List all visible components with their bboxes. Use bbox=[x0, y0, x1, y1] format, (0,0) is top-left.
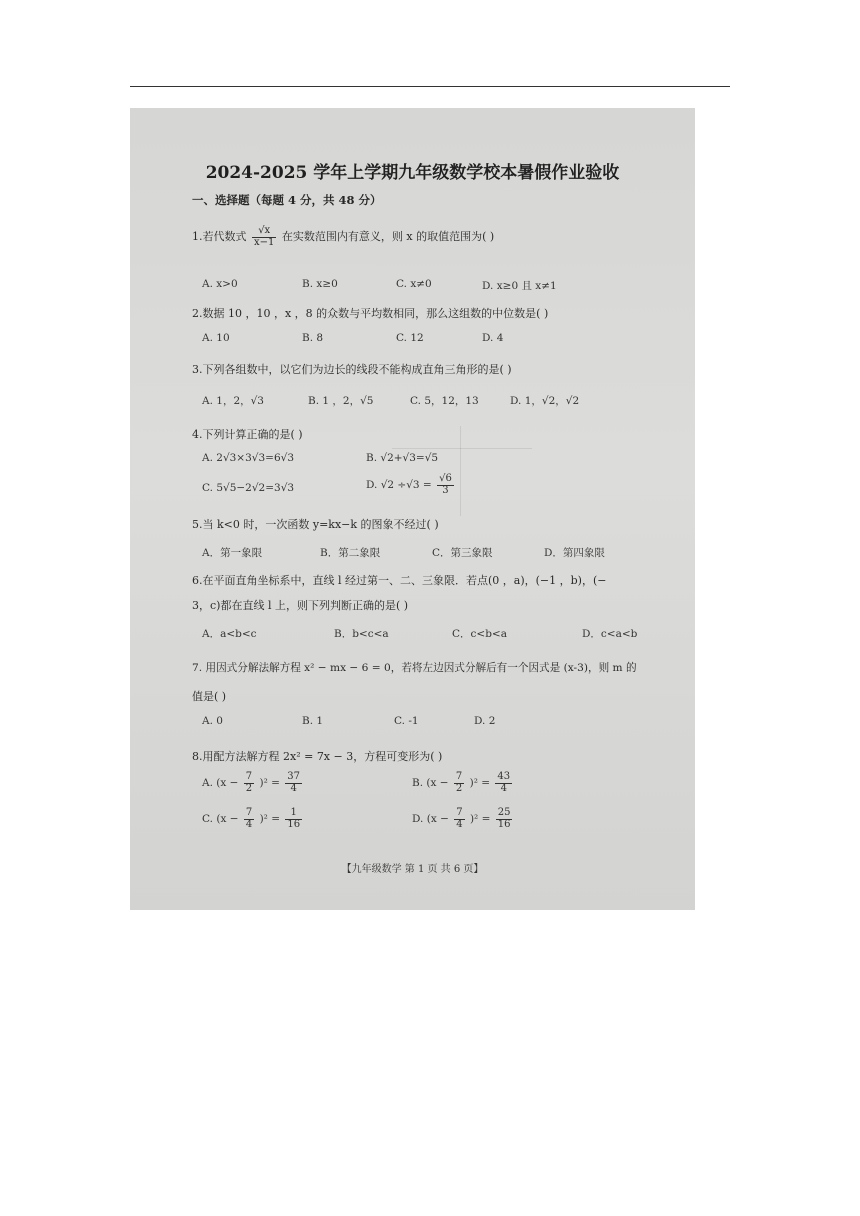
question-6-option-c: C．c<b<a bbox=[452, 628, 507, 640]
option-fraction bbox=[495, 772, 512, 794]
fraction-numerator: 7 bbox=[245, 807, 253, 818]
question-1-fraction bbox=[252, 226, 276, 248]
question-1 bbox=[192, 226, 494, 248]
option-label: D. bbox=[412, 813, 424, 825]
fraction-denominator: 4 bbox=[500, 782, 507, 794]
fraction-denominator: 4 bbox=[245, 818, 253, 830]
fraction-denominator: 2 bbox=[245, 782, 253, 794]
question-2-option-a: A. 10 bbox=[202, 332, 230, 344]
page-top-rule bbox=[130, 86, 730, 87]
fraction-denominator: 16 bbox=[497, 818, 511, 830]
question-5-option-d: D．第四象限 bbox=[544, 547, 605, 559]
question-4-option-d-fraction bbox=[437, 474, 454, 496]
question-6-option-d: D．c<a<b bbox=[582, 628, 638, 640]
question-7-line-1: 7. 用因式分解法解方程 x² − mx − 6 = 0，若将左边因式分解后有一个因式是 (x-3)，则 m 的 bbox=[192, 662, 637, 674]
question-7-option-c: C. -1 bbox=[394, 715, 419, 727]
option-fraction bbox=[454, 772, 464, 794]
page-footer: 【九年级数学 第 1 页 共 6 页】 bbox=[341, 864, 484, 875]
fraction-numerator: 1 bbox=[285, 808, 302, 820]
option-fraction bbox=[285, 772, 302, 794]
fraction-numerator: 43 bbox=[497, 771, 511, 782]
fraction-numerator: 37 bbox=[287, 771, 301, 782]
question-8-option-c bbox=[202, 808, 304, 830]
question-4-option-a: A. 2√3×3√3=6√3 bbox=[202, 452, 295, 464]
question-4: 4.下列计算正确的是( ) bbox=[192, 428, 303, 441]
bleed-through-axis bbox=[460, 426, 461, 516]
question-4-option-d-prefix: D. √2 ÷√3 = bbox=[366, 479, 432, 491]
question-1-option-a: A. x>0 bbox=[202, 278, 238, 290]
exam-page-photo bbox=[130, 108, 695, 910]
option-fraction bbox=[244, 808, 254, 830]
question-7-option-a: A. 0 bbox=[202, 715, 223, 727]
bleed-through-axis bbox=[392, 448, 532, 449]
fraction-denominator: 4 bbox=[290, 782, 297, 794]
option-fraction bbox=[496, 808, 513, 830]
question-5-option-c: C．第三象限 bbox=[432, 547, 493, 559]
question-3-option-d: D. 1，√2，√2 bbox=[510, 395, 580, 407]
option-expr: )² = bbox=[469, 777, 491, 789]
option-expr: (x − bbox=[426, 813, 449, 825]
question-1-text-after: 在实数范围内有意义，则 x 的取值范围为( ) bbox=[281, 230, 495, 243]
question-2: 2.数据 10 ，10 ，x ，8 的众数与平均数相同，那么这组数的中位数是( ) bbox=[192, 307, 549, 320]
option-fraction bbox=[244, 772, 254, 794]
fraction-numerator: 25 bbox=[497, 807, 511, 818]
option-expr: (x − bbox=[216, 777, 239, 789]
question-7-option-b: B. 1 bbox=[302, 715, 324, 727]
question-8: 8.用配方法解方程 2x² = 7x − 3，方程可变形为( ) bbox=[192, 750, 443, 763]
question-3-option-c: C. 5，12，13 bbox=[410, 395, 479, 407]
fraction-numerator: 7 bbox=[245, 771, 253, 782]
option-fraction bbox=[285, 808, 302, 830]
question-8-option-b bbox=[412, 772, 514, 794]
question-3-option-a: A. 1，2，√3 bbox=[202, 395, 264, 407]
fraction-denominator: 4 bbox=[456, 818, 463, 830]
question-1-option-b: B. x≥0 bbox=[302, 278, 338, 290]
question-1-option-c: C. x≠0 bbox=[396, 278, 432, 290]
question-6-line-2: 3，c)都在直线 l 上，则下列判断正确的是( ) bbox=[192, 599, 409, 612]
option-expr: (x − bbox=[426, 777, 449, 789]
question-5-option-a: A．第一象限 bbox=[202, 547, 263, 559]
fraction-denominator: 3 bbox=[442, 484, 449, 496]
question-3: 3.下列各组数中，以它们为边长的线段不能构成直角三角形的是( ) bbox=[192, 363, 512, 376]
question-1-text-before: 1.若代数式 bbox=[192, 230, 247, 243]
option-fraction bbox=[454, 808, 464, 830]
section-heading: 一、选择题（每题 4 分，共 48 分） bbox=[192, 193, 382, 207]
question-2-option-c: C. 12 bbox=[396, 332, 424, 344]
question-4-option-b: B. √2+√3=√5 bbox=[366, 452, 439, 464]
question-2-option-b: B. 8 bbox=[302, 332, 324, 344]
option-expr: )² = bbox=[259, 813, 281, 825]
fraction-denominator: 16 bbox=[287, 818, 301, 830]
option-expr: (x − bbox=[216, 813, 239, 825]
question-2-option-d: D. 4 bbox=[482, 332, 504, 344]
question-1-option-d: D. x≥0 且 x≠1 bbox=[482, 280, 557, 292]
option-label: A. bbox=[202, 777, 213, 789]
question-6-option-b: B．b<c<a bbox=[334, 628, 389, 640]
option-label: C. bbox=[202, 813, 213, 825]
fraction-denominator: 2 bbox=[455, 782, 463, 794]
fraction-denominator: x−1 bbox=[254, 236, 275, 248]
question-4-option-c: C. 5√5−2√2=3√3 bbox=[202, 482, 295, 494]
question-6-option-a: A．a<b<c bbox=[202, 628, 257, 640]
question-7-line-2: 值是( ) bbox=[192, 690, 227, 703]
fraction-numerator: 7 bbox=[455, 771, 463, 782]
question-5-option-b: B．第二象限 bbox=[320, 547, 381, 559]
question-3-option-b: B. 1 ，2，√5 bbox=[308, 395, 374, 407]
question-8-option-a bbox=[202, 772, 304, 794]
question-7-option-d: D. 2 bbox=[474, 715, 496, 727]
option-label: B. bbox=[412, 777, 424, 789]
fraction-numerator: √6 bbox=[439, 473, 452, 484]
exam-title: 2024-2025 学年上学期九年级数学校本暑假作业验收 bbox=[205, 163, 620, 183]
question-4-option-d bbox=[366, 474, 456, 496]
option-expr: )² = bbox=[469, 813, 491, 825]
question-5: 5.当 k<0 时，一次函数 y=kx−k 的图象不经过( ) bbox=[192, 518, 439, 531]
fraction-numerator: 7 bbox=[456, 807, 463, 818]
question-8-option-d bbox=[412, 808, 514, 830]
option-expr: )² = bbox=[259, 777, 280, 789]
fraction-numerator: √x bbox=[252, 226, 276, 238]
question-6-line-1: 6.在平面直角坐标系中，直线 l 经过第一、二、三象限．若点(0 ，a)，(−1 ，b)，(− bbox=[192, 574, 607, 587]
